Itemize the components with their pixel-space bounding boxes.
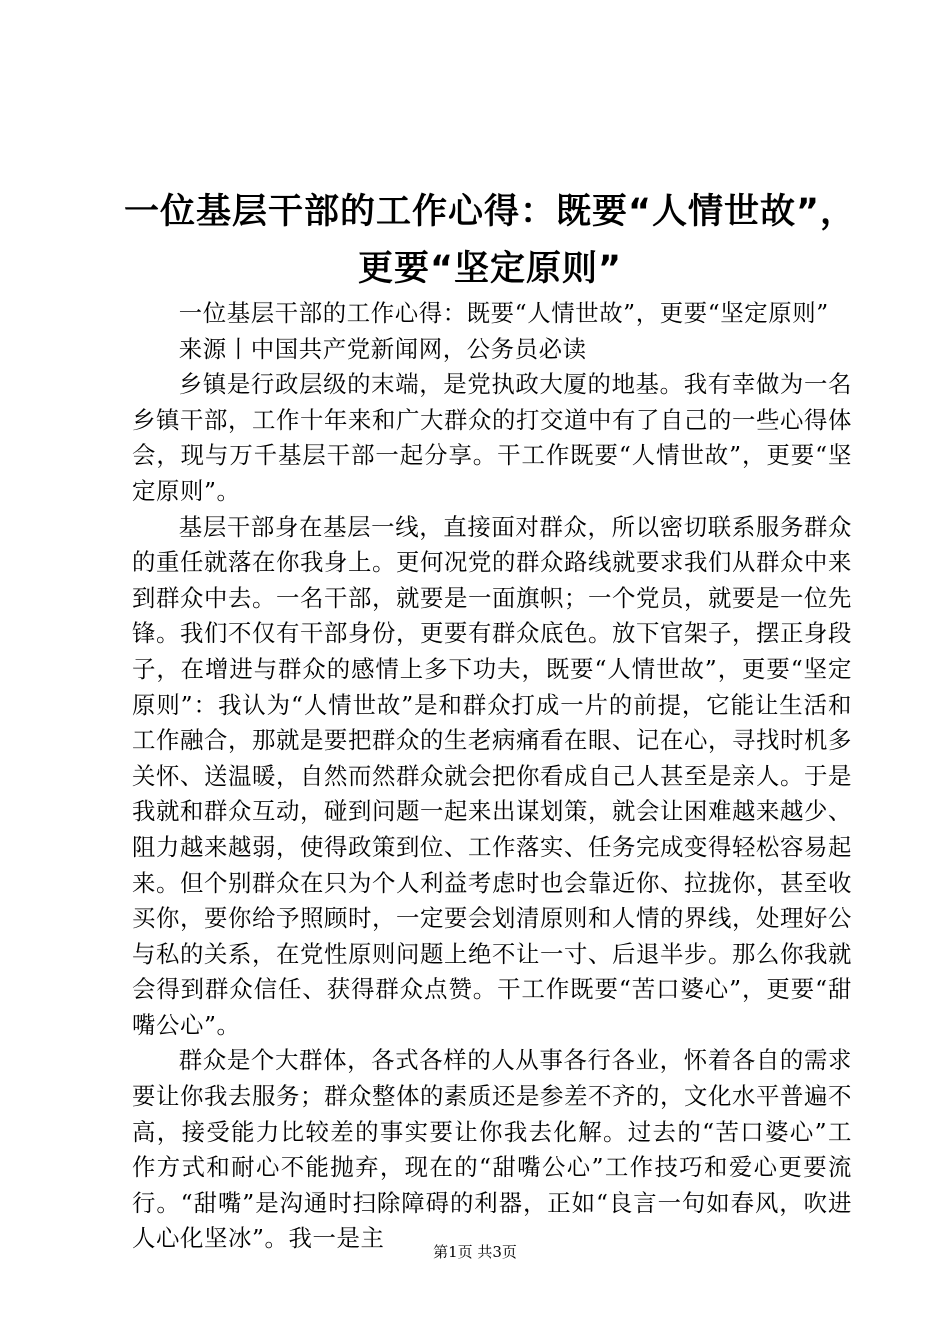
- page-footer: 第1页 共3页: [433, 1243, 517, 1261]
- paragraph-intro: 乡镇是行政层级的末端，是党执政大厦的地基。我有幸做为一名乡镇干部，工作十年来和广大群众的打交道中有了自己的一些心得体会，现与万千基层干部一起分享。干工作既要“人情世故”，更要“坚定原则”。: [132, 370, 852, 505]
- document-title-line-2: 更要“坚定原则”: [357, 249, 622, 289]
- paragraph-title-repeat: 一位基层干部的工作心得：既要“人情世故”，更要“坚定原则”: [178, 299, 829, 327]
- paragraph-source: 来源丨中国共产党新闻网，公务员必读: [178, 334, 587, 363]
- document-title-line-1: 一位基层干部的工作心得：既要“人情世故”，: [123, 192, 856, 232]
- paragraph-body-2: 群众是个大群体，各式各样的人从事各行各业，怀着各自的需求要让你我去服务；群众整体的素质还是参差不齐的，文化水平普遍不高，接受能力比较差的事实要让你我去化解。过去的“苦口婆心”工作方式和耐心不能抛弃，现在的“甜嘴公心”工作技巧和爱心更要流行。“甜嘴”是沟通时扫除障碍的利器，正如“良言一句如春风，吹进人心化坚冰”。我一是主: [132, 1046, 852, 1253]
- paragraph-body-1: 基层干部身在基层一线，直接面对群众，所以密切联系服务群众的重任就落在你我身上。更何况党的群众路线就要求我们从群众中来到群众中去。一名干部，就要是一面旗帜；一个党员，就要是一位先锋。我们不仅有干部身份，更要有群众底色。放下官架子，摆正身段子，在增进与群众的感情上多下功夫，既要“人情世故”，更要“坚定原则”：我认为“人情世故”是和群众打成一片的前提，它能让生活和工作融合，那就是要把群众的生老病痛看在眼、记在心，寻找时机多关怀、送温暖，自然而然群众就会把你看成自己人甚至是亲人。于是我就和群众互动，碰到问题一起来出谋划策，就会让困难越来越少、阻力越来越弱，使得政策到位、工作落实、任务完成变得轻松容易起来。但个别群众在只为个人利益考虑时也会靠近你、拉拢你，甚至收买你，要你给予照顾时，一定要会划清原则和人情的界线，处理好公与私的关系，在党性原则问题上绝不让一寸、后退半步。那么你我就会得到群众信任、获得群众点赞。干工作既要“苦口婆心”，更要“甜嘴公心”。: [132, 512, 852, 1039]
- document-body: [132, 296, 852, 1257]
